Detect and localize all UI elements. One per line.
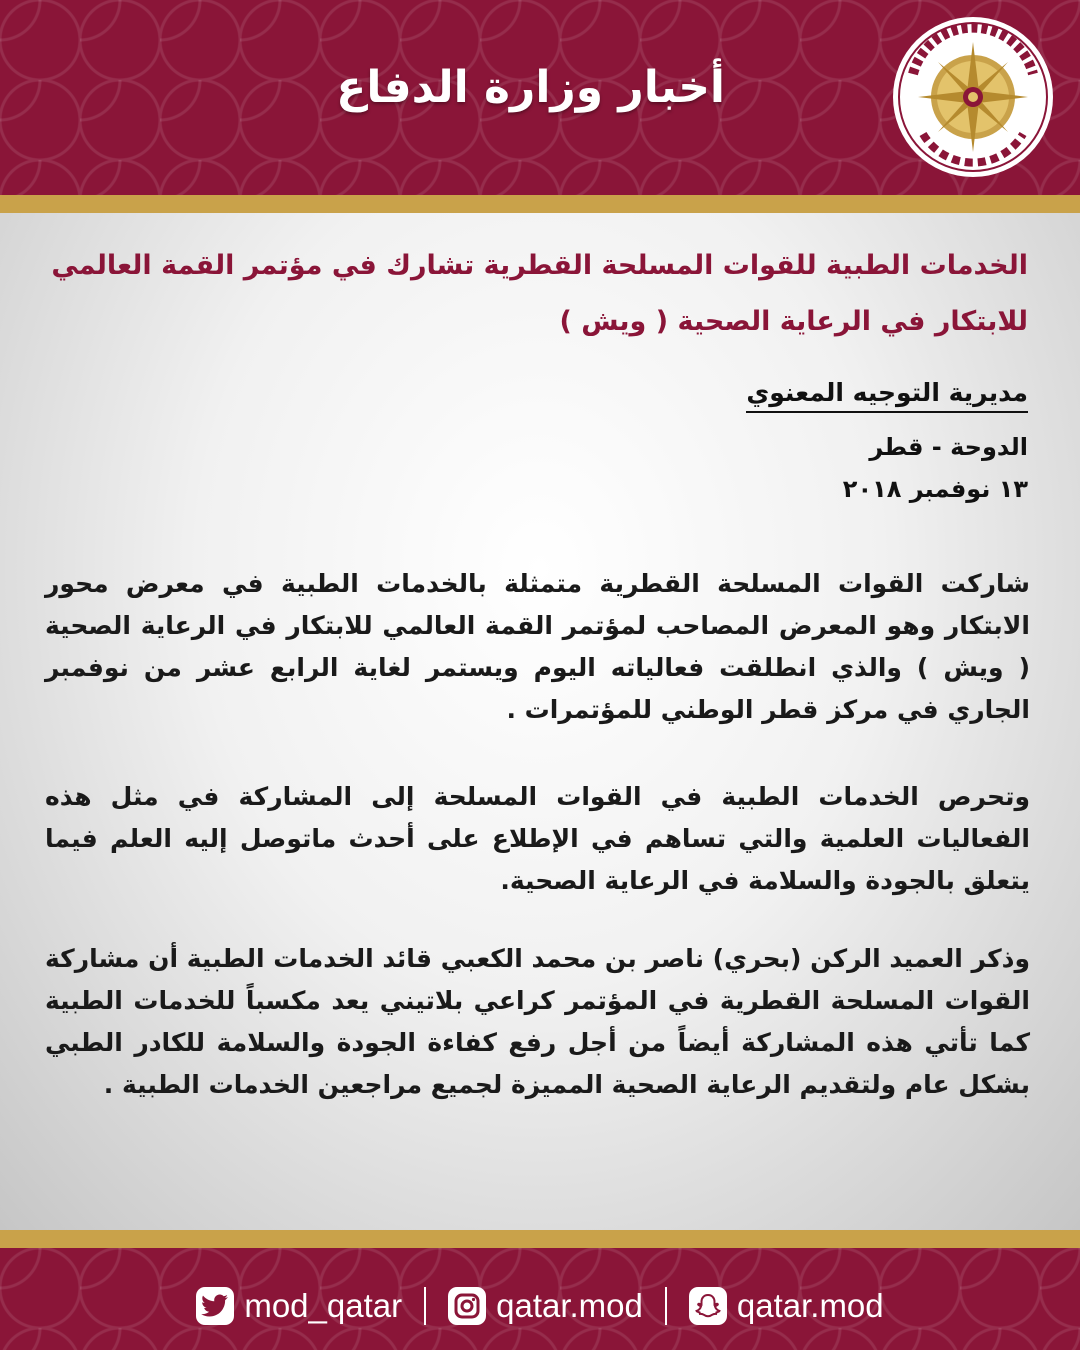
directorate-label: مديرية التوجيه المعنوي bbox=[746, 378, 1028, 413]
twitter-icon bbox=[196, 1287, 234, 1325]
location-label: الدوحة - قطر bbox=[869, 433, 1028, 461]
separator bbox=[424, 1287, 426, 1325]
article-headline: الخدمات الطبية للقوات المسلحة القطرية تشارك في مؤتمر القمة العالمي للابتكار في الرعاية الصحية ( ويش ) bbox=[51, 250, 1028, 337]
article-paragraph: وذكر العميد الركن (بحري) ناصر بن محمد الكعبي قائد الخدمات الطبية أن مشاركة القوات المسلحة القطرية في المؤتمر كراعي بلاتيني يعد مكسباً للخدمات الطبية كما تأتي هذه المشاركة أيضاً من أجل رفع كفاءة الجودة والسلامة للكادر الطبي بشكل عام ولتقديم الرعاية الصحية المميزة لجميع مراجعين الخدمات الطبية . bbox=[45, 944, 1030, 1099]
date-label: ١٣ نوفمبر ٢٠١٨ bbox=[842, 475, 1028, 503]
twitter-link[interactable] bbox=[196, 1287, 402, 1325]
instagram-icon bbox=[448, 1287, 486, 1325]
emblem-logo bbox=[888, 12, 1058, 182]
snapchat-handle: qatar.mod bbox=[736, 1287, 884, 1324]
article-paragraph: شاركت القوات المسلحة القطرية متمثلة بالخدمات الطبية في معرض محور الابتكار وهو المعرض المصاحب لمؤتمر القمة العالمي للابتكار في الرعاية الصحية ( ويش ) والذي انطلقت فعالياته اليوم ويستمر لغاية الرابع عشر من نوفمبر الجاري في مركز قطر الوطني للمؤتمرات . bbox=[45, 569, 1030, 724]
snapchat-link[interactable] bbox=[689, 1287, 884, 1325]
instagram-link[interactable] bbox=[448, 1287, 643, 1325]
snapchat-icon bbox=[689, 1287, 727, 1325]
article-body bbox=[0, 213, 1080, 1230]
page-title: أخبار وزارة الدفاع bbox=[336, 62, 725, 113]
separator bbox=[665, 1287, 667, 1325]
gold-divider-bottom bbox=[0, 1230, 1080, 1248]
twitter-handle: mod_qatar bbox=[244, 1287, 403, 1324]
header-banner bbox=[0, 0, 1080, 195]
gold-divider-top bbox=[0, 195, 1080, 213]
instagram-handle: qatar.mod bbox=[496, 1287, 643, 1324]
social-links bbox=[0, 1278, 1080, 1334]
article-paragraph: وتحرص الخدمات الطبية في القوات المسلحة إلى المشاركة في مثل هذه الفعاليات العلمية والتي تساهم في الإطلاع على أحدث ماتوصل إليه العلم فيما يتعلق بالجودة والسلامة في الرعاية الصحية. bbox=[45, 782, 1030, 895]
